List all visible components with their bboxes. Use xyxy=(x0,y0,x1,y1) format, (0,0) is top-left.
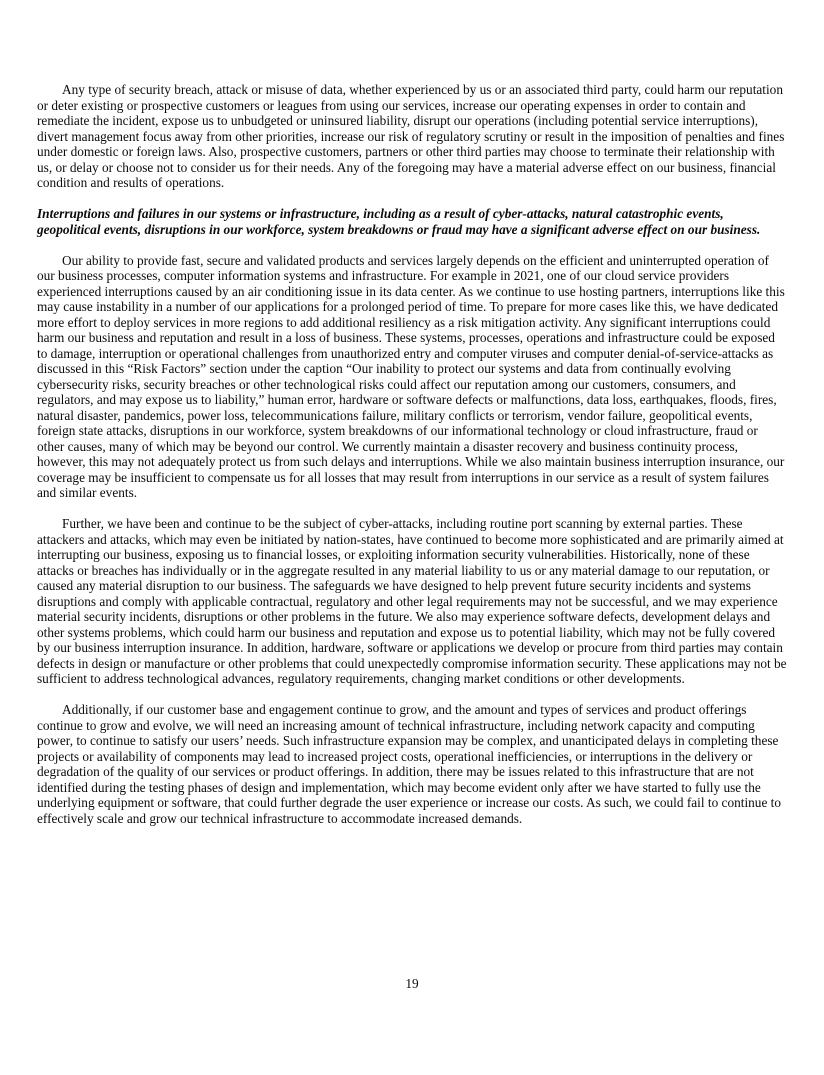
paragraph-security-breach: Any type of security breach, attack or misuse of data, whether experienced by us or an associated third party, could harm our reputation or deter existing or prospective customers or leagues from using our services, increase our operating expenses in order to contain and remediate the incident, expose us to unbudgeted or uninsured liability, disrupt our operations (including potential service interruptions), divert management focus away from other priorities, increase our risk of regulatory scrutiny or result in the imposition of penalties and fines under domestic or foreign laws. Also, prospective customers, partners or other third parties may choose to terminate their relationship with us, or delay or choose not to consider us for their needs. Any of the foregoing may have a material adverse effect on our business, financial condition and results of operations. xyxy=(37,82,785,190)
paragraph-infrastructure-growth: Additionally, if our customer base and engagement continue to grow, and the amount and types of services and product offerings continue to grow and evolve, we will need an increasing amount of technical infrastructure, including network capacity and computing power, to continue to satisfy our users’ needs. Such infrastructure expansion may be complex, and unanticipated delays in completing these projects or availability of components may lead to increased project costs, operational inefficiencies, or interruptions in the delivery or degradation of the quality of our services or product offerings. In addition, there may be issues related to this infrastructure that are not identified during the testing phases of design and implementation, which may become evident only after we have started to fully use the underlying equipment or software, that could further degrade the user experience or increase our costs. As such, we could fail to continue to effectively scale and grow our technical infrastructure to accommodate increased demands. xyxy=(37,702,782,826)
paragraph-system-ability: Our ability to provide fast, secure and validated products and services largely depends on the efficient and uninterrupted operation of our business processes, computer information systems and infrastructure. For example in 2021, one of our cloud service providers experienced interruptions caused by an air conditioning issue in its data center. As we continue to use hosting partners, interruptions like this may cause instability in a number of our applications for a prolonged period of time. To prepare for more cases like this, we have dedicated more effort to deploy services in more regions to add additional resiliency as a risk mitigation activity. Any significant interruptions could harm our business and reputation and result in a loss of business. These systems, processes, operations and infrastructure could be exposed to damage, interruption or operational challenges from unauthorized entry and computer viruses and computer denial-of-service-attacks as discussed in this “Risk Factors” section under the caption “Our inability to protect our systems and data from continually evolving cybersecurity risks, security breaches or other technological risks could affect our reputation among our customers, consumers, and regulators, and may expose us to liability,” human error, hardware or software defects or malfunctions, data loss, earthquakes, floods, fires, natural disaster, pandemics, power loss, telecommunications failure, military conflicts or terrorism, vendor failure, geopolitical events, foreign state attacks, disruptions in our workforce, system breakdowns of our informational technology or cloud infrastructure, fraud or other causes, many of which may be beyond our control. We currently maintain a disaster recovery and business continuity process, however, this may not adequately protect us from such delays and interruptions. While we also maintain business interruption insurance, our coverage may be insufficient to compensate us for all losses that may result from interruptions in our service as a result of system failures and similar events. xyxy=(37,252,785,500)
page-number: 19 xyxy=(405,976,419,991)
risk-factor-heading: Interruptions and failures in our systems or infrastructure, including as a result of cyber-attacks, natural catastrophic events, geopolitical events, disruptions in our workforce, system breakdowns or fraud may have a significant adverse effect on our business. xyxy=(37,206,761,237)
paragraph-cyber-attacks: Further, we have been and continue to be the subject of cyber-attacks, including routine port scanning by external parties. These attackers and attacks, which may even be initiated by nation-states, have continued to become more sophisticated and are primarily aimed at interrupting our business, exposing us to financial losses, or exploiting information security vulnerabilities. Historically, none of these attacks or breaches has individually or in the aggregate resulted in any material liability to us or any material damage to our reputation, or caused any material disruption to our business. The safeguards we have designed to help prevent future security incidents and systems disruptions and comply with applicable contractual, regulatory and other legal requirements may not be successful, and we may experience material security incidents, disruptions or other problems in the future. We also may experience software defects, development delays and other systems problems, which could harm our business and reputation and expose us to potential liability, which may not be fully covered by our business interruption insurance. In addition, hardware, software or applications we develop or procure from third parties may contain defects in design or manufacture or other problems that could unexpectedly compromise information security. These applications may not be sufficient to address technological advances, regulatory requirements, changing market conditions or other developments. xyxy=(37,516,787,686)
